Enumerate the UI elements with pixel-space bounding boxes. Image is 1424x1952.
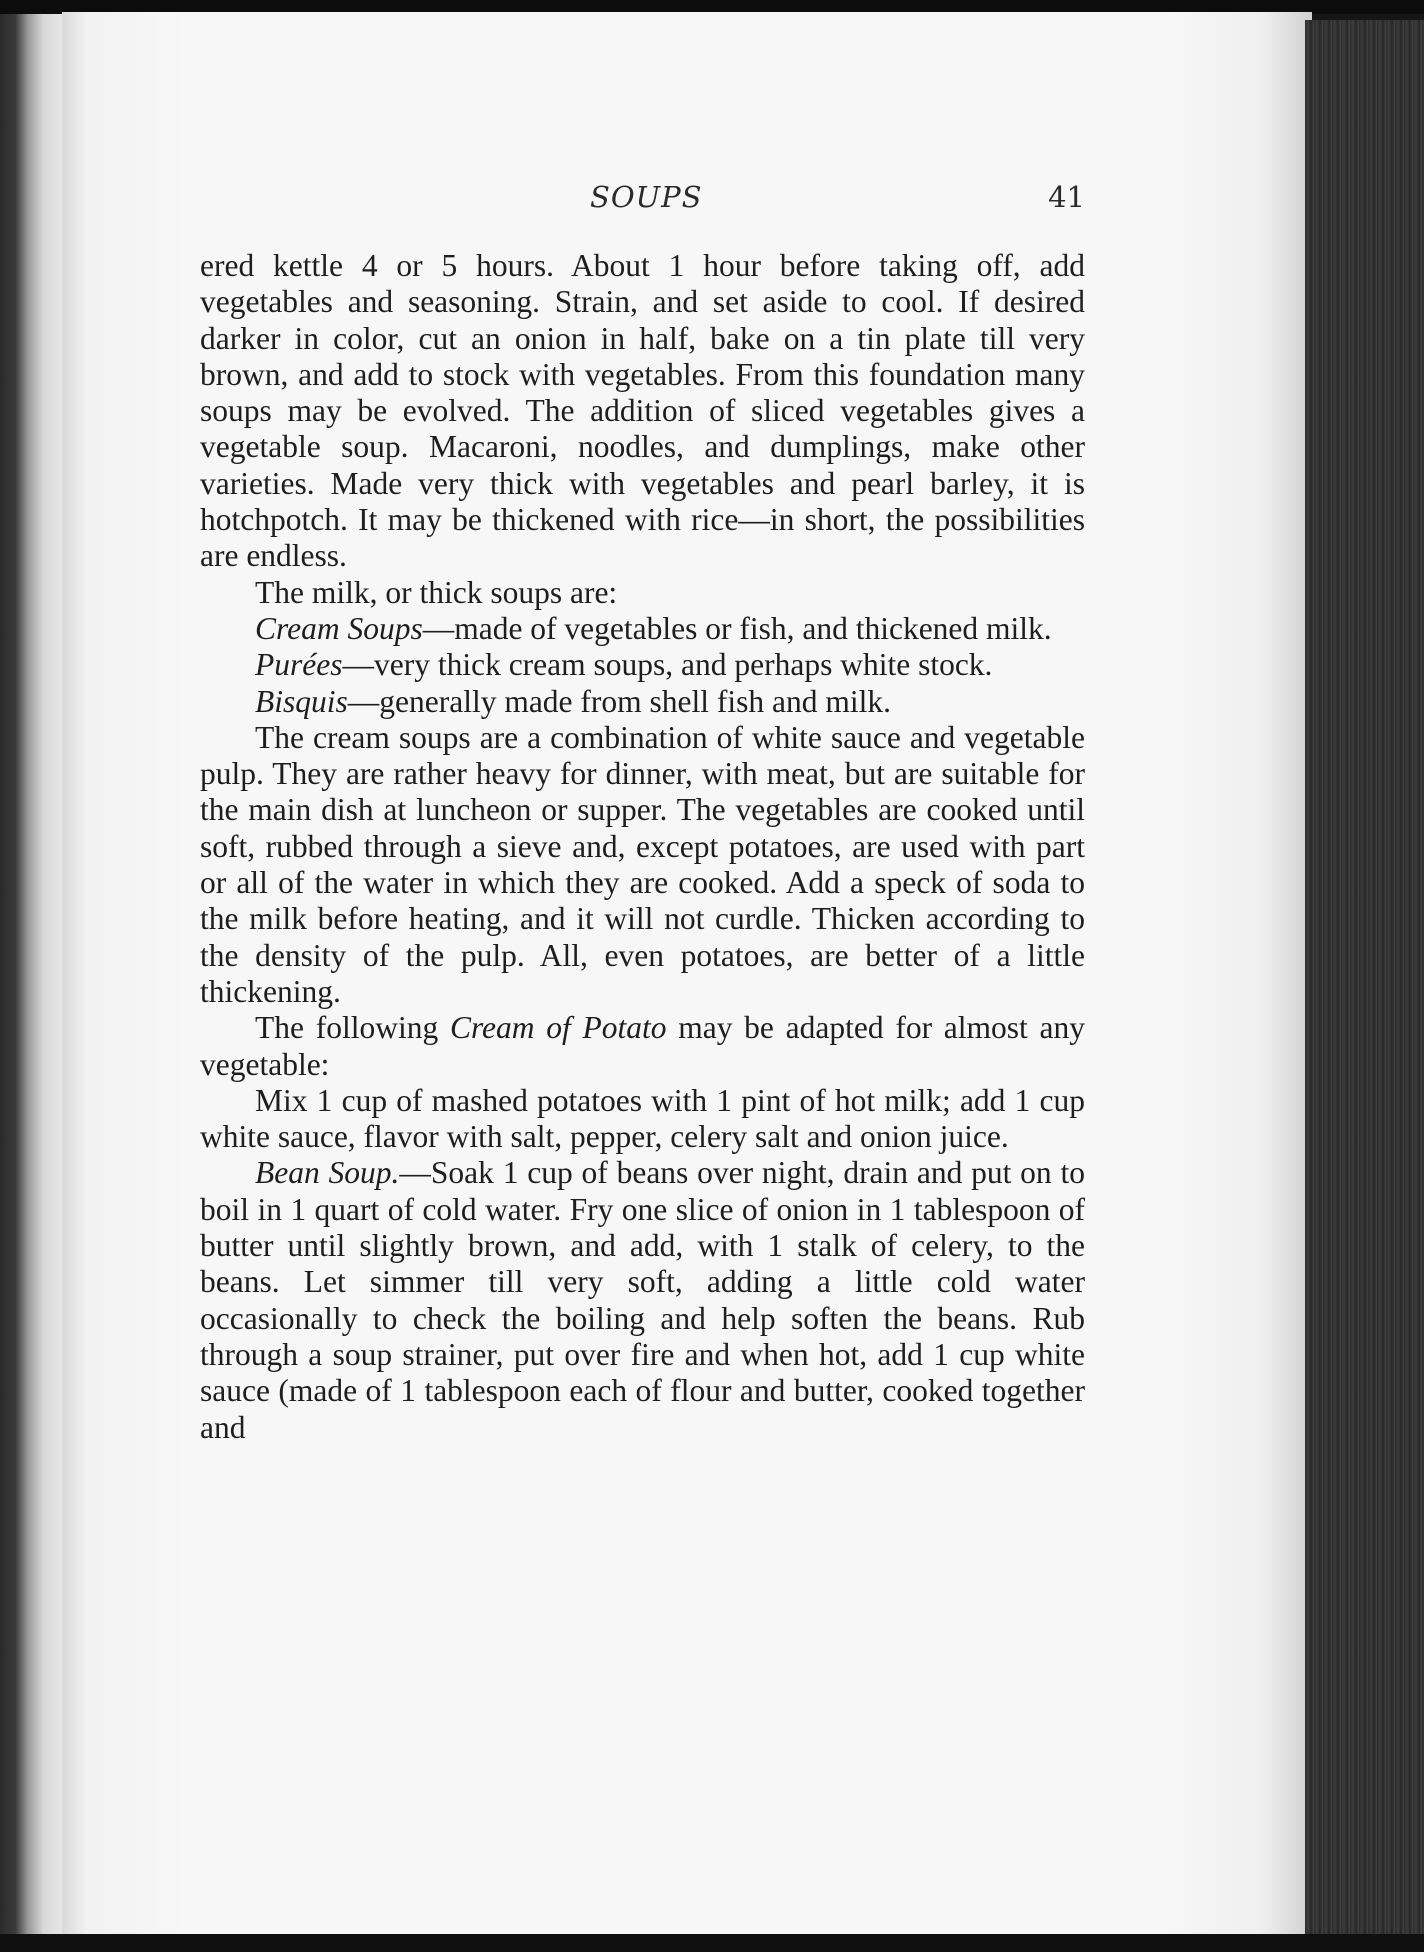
term-cream-soups: Cream Soups xyxy=(255,610,423,646)
paragraph-milk-soups: The milk, or thick soups are: xyxy=(255,574,618,610)
body-text xyxy=(200,248,1085,1446)
term-bean-soup: Bean Soup. xyxy=(255,1155,400,1191)
term-cream-of-potato: Cream of Potato xyxy=(449,1010,667,1046)
page-number: 41 xyxy=(1048,180,1085,214)
intro-tail: may be adapted for almost any vegetable: xyxy=(200,1010,1085,1082)
paragraph-cream-of-potato-intro xyxy=(200,1010,1085,1083)
recipe-bean-soup: —Soak 1 cup of beans over night, drain and put on to boil in 1 quart of cold water. Fry one slice of onion in 1 tablespoon of butter until slightly brown, and add, with 1 stalk of celery, to the beans. Let simmer till very soft, adding a little cold water occasionally to check the boiling and help soften the beans. Rub through a soup strainer, put over fire and when hot, add 1 cup white sauce (made of 1 tablespoon each of flour and butter, cooked together and xyxy=(200,1155,1085,1445)
definition-purees: —very thick cream soups, and perhaps white stock. xyxy=(342,647,993,683)
paragraph-cream-of-potato-recipe: Mix 1 cup of mashed potatoes with 1 pint of hot milk; add 1 cup white sauce, flavor with salt, pepper, celery salt and onion juice. xyxy=(200,1082,1085,1155)
bottom-shadow xyxy=(0,1934,1424,1952)
definition-bisquis: —generally made from shell fish and milk. xyxy=(347,683,892,719)
running-title: SOUPS xyxy=(590,180,703,214)
term-purees: Purées xyxy=(255,647,343,683)
paragraph-stock-continued: ered kettle 4 or 5 hours. About 1 hour before taking off, add vegetables and seasoning. Strain, and set aside to cool. If desired darker in color, cut an onion in half, bake on a tin plate till very brown, and add to stock with vegetables. From this foundation many soups may be evolved. The addition of sliced vegetables gives a vegetable soup. Macaroni, noodles, and dumplings, make other varieties. Made very thick with vegetables and pearl barley, it is hotchpotch. It may be thickened with rice—in short, the possibilities are endless. xyxy=(200,248,1085,574)
left-page-edge xyxy=(0,14,62,1934)
running-head xyxy=(200,180,1085,224)
term-bisquis: Bisquis xyxy=(255,683,348,719)
intro-lead: The following xyxy=(255,1010,450,1046)
paragraph-bean-soup xyxy=(200,1155,1085,1445)
page-stack-edge xyxy=(1305,20,1424,1935)
definition-cream-soups: —made of vegetables or fish, and thickened milk. xyxy=(422,610,1052,646)
paragraph-cream-soups-method: The cream soups are a combination of white sauce and vegetable pulp. They are rather heavy for dinner, with meat, but are suitable for the main dish at luncheon or supper. The vegetables are cooked until soft, rubbed through a sieve and, except potatoes, are used with part or all of the water in which they are cooked. Add a speck of soda to the milk before heating, and it will not curdle. Thicken according to the density of the pulp. All, even potatoes, are better of a little thickening. xyxy=(200,719,1085,1009)
paragraph-purees xyxy=(200,647,1085,683)
paragraph-bisquis xyxy=(200,684,1085,720)
paragraph-cream-soups xyxy=(200,611,1085,647)
